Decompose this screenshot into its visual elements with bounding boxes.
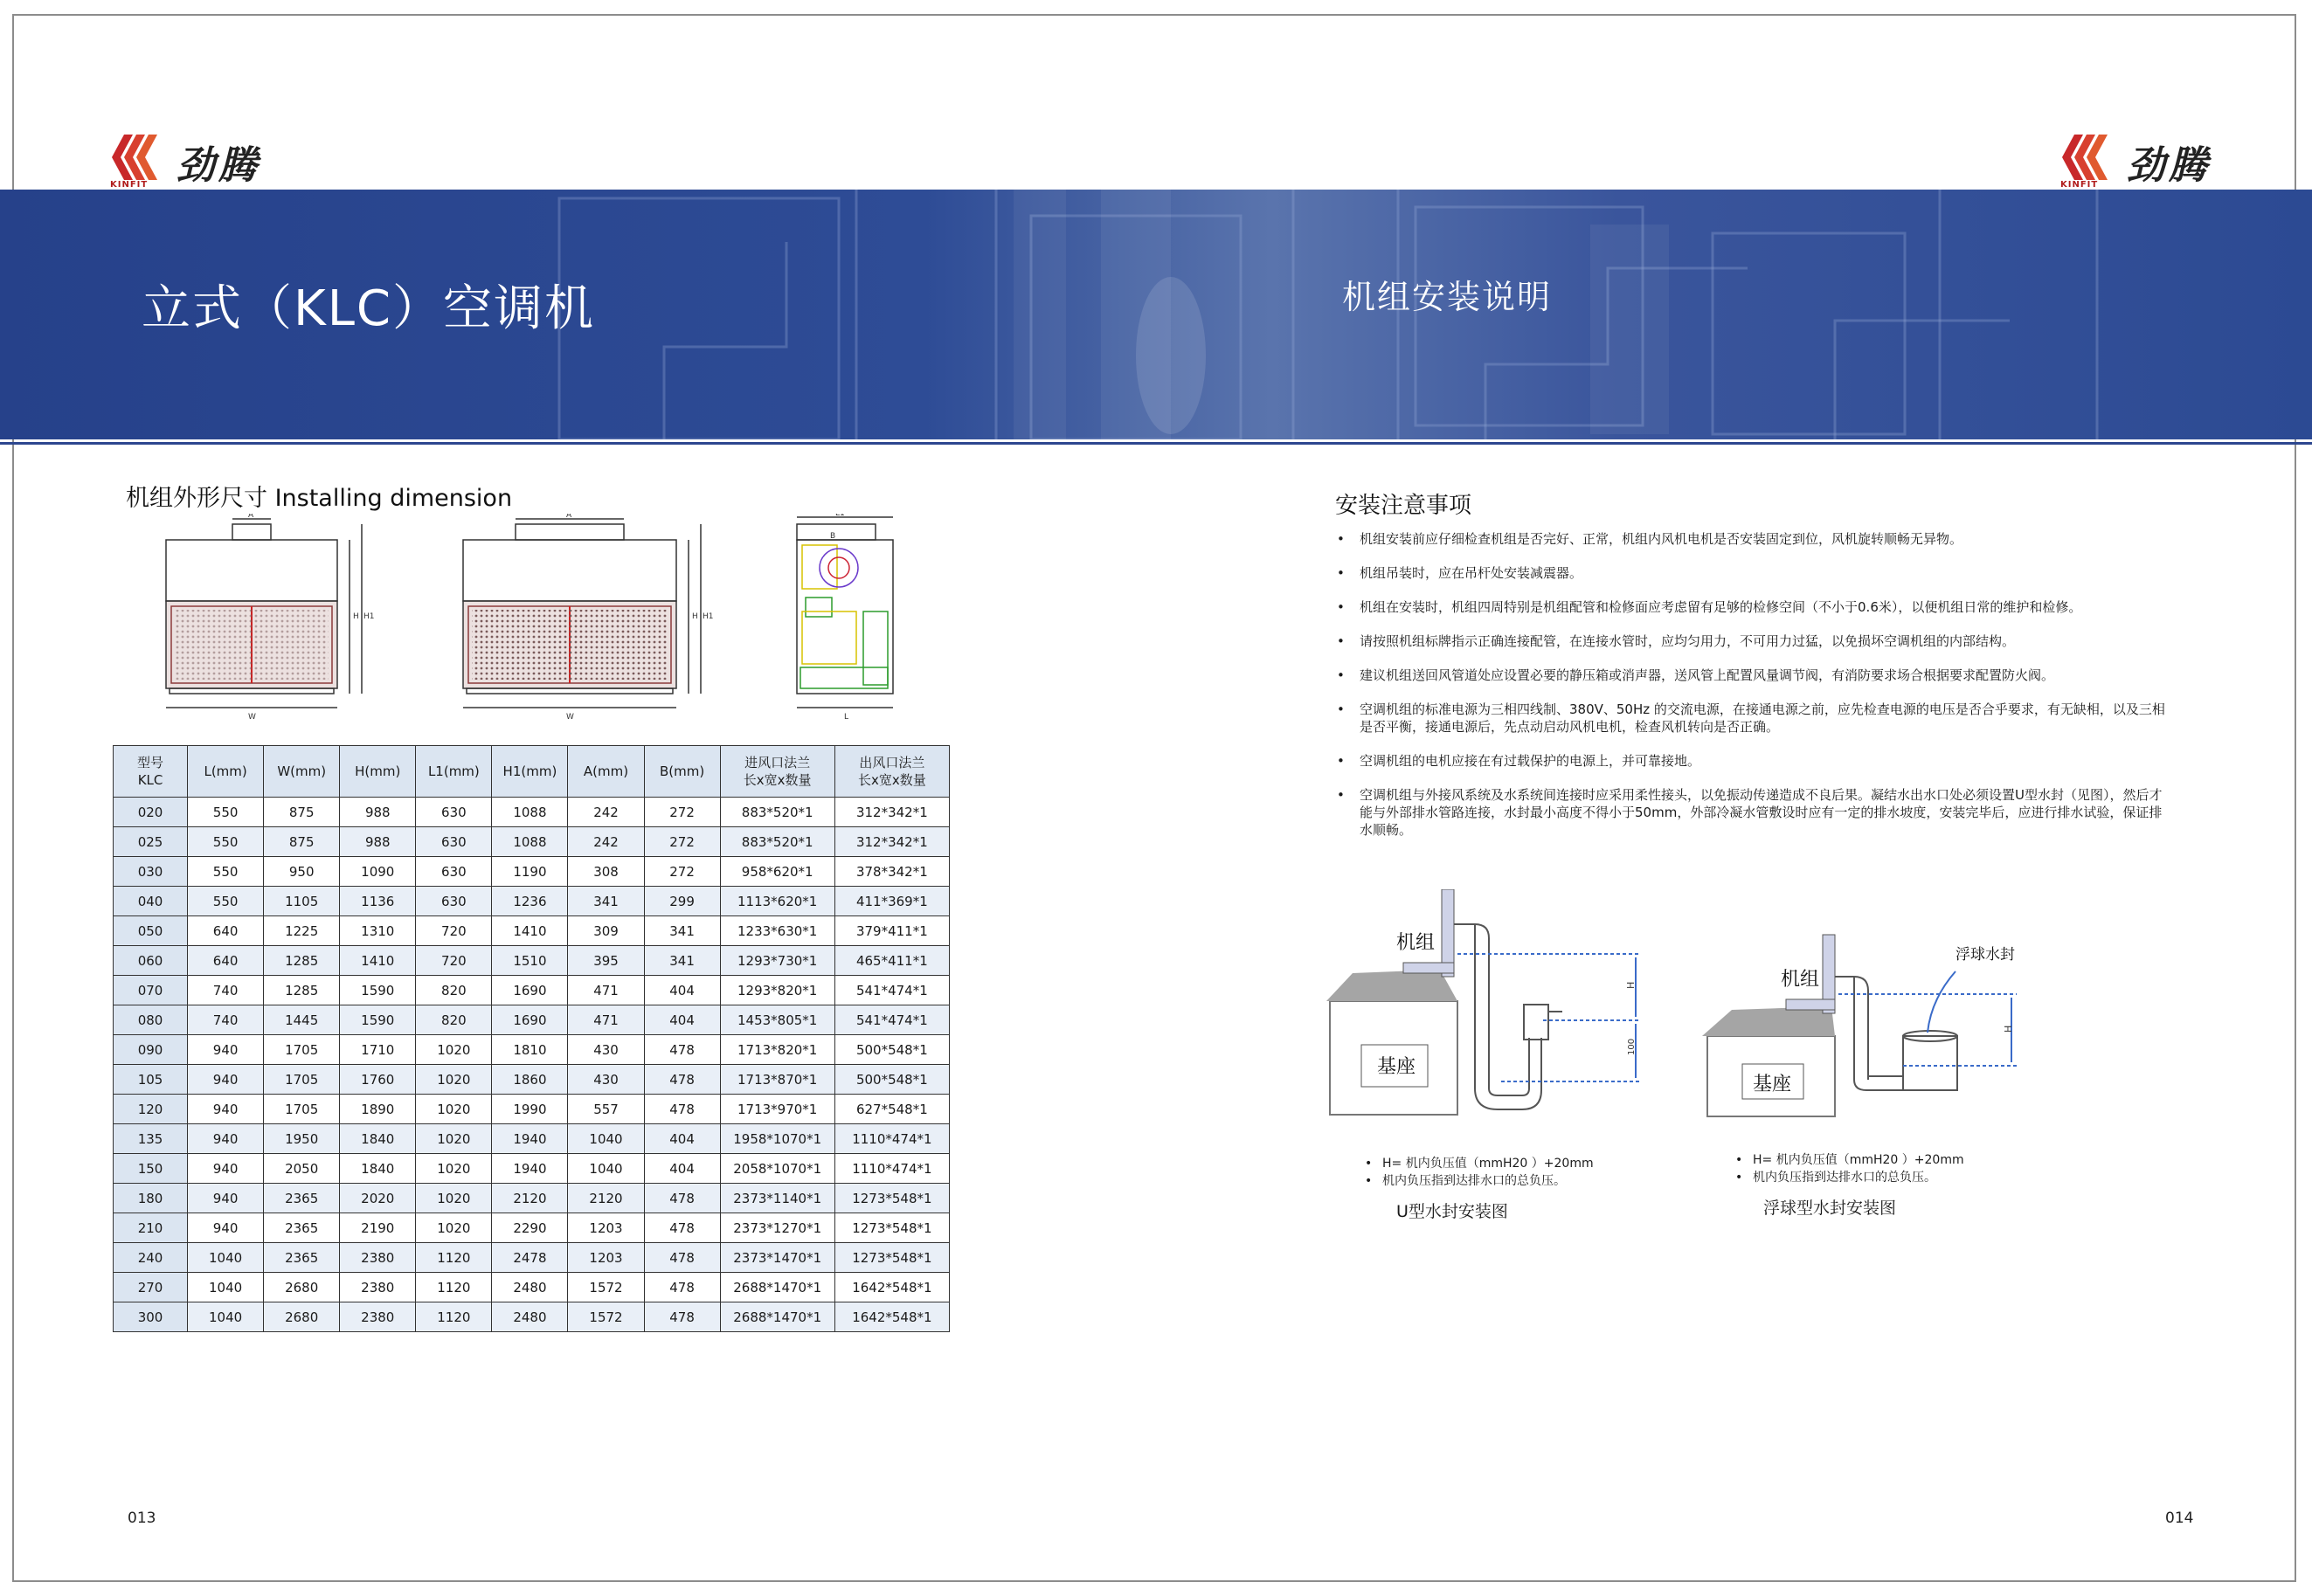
table-cell: 1642*548*1 bbox=[834, 1273, 949, 1302]
column-header: H(mm) bbox=[340, 746, 416, 798]
table-cell: 630 bbox=[416, 857, 492, 887]
brand-name: 劲腾 bbox=[177, 143, 260, 188]
note-item: • 请按照机组标牌指示正确连接配管，在连接水管时，应均匀用力，不可用力过猛，以免损坏空调机组的内部结构。 bbox=[1335, 632, 2174, 650]
table-cell: 404 bbox=[644, 1154, 720, 1184]
u-trap-title: U型水封安装图 bbox=[1396, 1202, 1508, 1221]
table-cell: 1590 bbox=[340, 1005, 416, 1035]
table-cell: 404 bbox=[644, 976, 720, 1005]
table-cell: 404 bbox=[644, 1005, 720, 1035]
table-cell: 1020 bbox=[416, 1035, 492, 1065]
note-item: • 空调机组的标准电源为三相四线制、380V、50Hz 的交流电源，在接通电源之前，应先检查电源的电压是否合乎要求，有无缺相，以及三相是否平衡，接通电源后，先点动启动风机电机，检查风机转向是否正确。 bbox=[1335, 701, 2174, 736]
table-cell: 341 bbox=[644, 946, 720, 976]
table-cell: 820 bbox=[416, 976, 492, 1005]
svg-text:A: A bbox=[248, 514, 254, 520]
table-cell: 430 bbox=[568, 1035, 644, 1065]
table-cell: 2480 bbox=[492, 1302, 568, 1332]
table-cell: 2380 bbox=[340, 1302, 416, 1332]
table-row bbox=[114, 1213, 950, 1243]
table-cell: 1285 bbox=[264, 976, 340, 1005]
table-cell: 1120 bbox=[416, 1302, 492, 1332]
table-row bbox=[114, 798, 950, 827]
table-cell: 720 bbox=[416, 916, 492, 946]
svg-text:浮球水封: 浮球水封 bbox=[1956, 946, 2015, 964]
table-cell: 1273*548*1 bbox=[834, 1184, 949, 1213]
column-header: L1(mm) bbox=[416, 746, 492, 798]
column-header: A(mm) bbox=[568, 746, 644, 798]
table-cell: 478 bbox=[644, 1095, 720, 1124]
table-cell: 135 bbox=[114, 1124, 188, 1154]
table-cell: 1203 bbox=[568, 1243, 644, 1273]
table-cell: 471 bbox=[568, 1005, 644, 1035]
table-cell: 2380 bbox=[340, 1243, 416, 1273]
notes-section-title: 安装注意事项 bbox=[1335, 493, 1472, 519]
svg-text:H: H bbox=[2003, 1025, 2014, 1033]
table-cell: 2373*1470*1 bbox=[720, 1243, 834, 1273]
table-cell: 1705 bbox=[264, 1065, 340, 1095]
table-cell: 1105 bbox=[264, 887, 340, 916]
table-cell: 1020 bbox=[416, 1184, 492, 1213]
table-cell: 1958*1070*1 bbox=[720, 1124, 834, 1154]
table-cell: 1860 bbox=[492, 1065, 568, 1095]
table-cell: 060 bbox=[114, 946, 188, 976]
svg-text:A: A bbox=[566, 514, 572, 520]
table-cell: 378*342*1 bbox=[834, 857, 949, 887]
table-cell: 1285 bbox=[264, 946, 340, 976]
table-row bbox=[114, 1302, 950, 1332]
u-trap-notes: • H= 机内负压值（mmH20 ）+20mm • 机内负压指到达排水口的总负压。 bbox=[1363, 1155, 1594, 1190]
table-cell: 1020 bbox=[416, 1124, 492, 1154]
table-cell: 1713*820*1 bbox=[720, 1035, 834, 1065]
table-cell: 240 bbox=[114, 1243, 188, 1273]
table-cell: 940 bbox=[188, 1184, 264, 1213]
table-cell: 1020 bbox=[416, 1095, 492, 1124]
table-cell: 478 bbox=[644, 1273, 720, 1302]
table-cell: 020 bbox=[114, 798, 188, 827]
table-cell: 940 bbox=[188, 1124, 264, 1154]
dimension-section-title: 机组外形尺寸 Installing dimension bbox=[126, 485, 513, 512]
column-header: W(mm) bbox=[264, 746, 340, 798]
installation-notes bbox=[1335, 530, 2174, 855]
table-cell: 2365 bbox=[264, 1243, 340, 1273]
table-cell: 1088 bbox=[492, 827, 568, 857]
page-title-left: 立式（KLC）空调机 bbox=[142, 280, 596, 337]
table-cell: 958*620*1 bbox=[720, 857, 834, 887]
table-cell: 1950 bbox=[264, 1124, 340, 1154]
kinfit-logo-icon bbox=[2062, 135, 2115, 189]
table-cell: 883*520*1 bbox=[720, 798, 834, 827]
table-cell: 1642*548*1 bbox=[834, 1302, 949, 1332]
table-cell: 478 bbox=[644, 1302, 720, 1332]
column-header: 进风口法兰 长x宽x数量 bbox=[720, 746, 834, 798]
table-cell: 2120 bbox=[568, 1184, 644, 1213]
table-cell: 1110*474*1 bbox=[834, 1154, 949, 1184]
svg-text:L: L bbox=[844, 713, 849, 722]
table-cell: 272 bbox=[644, 827, 720, 857]
table-row bbox=[114, 1124, 950, 1154]
table-cell: 150 bbox=[114, 1154, 188, 1184]
table-cell: 341 bbox=[644, 916, 720, 946]
table-cell: 2190 bbox=[340, 1213, 416, 1243]
table-cell: 025 bbox=[114, 827, 188, 857]
table-cell: 2688*1470*1 bbox=[720, 1273, 834, 1302]
table-cell: 940 bbox=[188, 1065, 264, 1095]
table-cell: 1572 bbox=[568, 1302, 644, 1332]
table-cell: 299 bbox=[644, 887, 720, 916]
table-cell: 105 bbox=[114, 1065, 188, 1095]
note-item: • 机组安装前应仔细检查机组是否完好、正常，机组内风机电机是否安装固定到位，风机旋转顺畅无异物。 bbox=[1335, 530, 2174, 548]
table-cell: 341 bbox=[568, 887, 644, 916]
table-row bbox=[114, 1065, 950, 1095]
table-cell: 1453*805*1 bbox=[720, 1005, 834, 1035]
table-cell: 1293*820*1 bbox=[720, 976, 834, 1005]
table-cell: 2058*1070*1 bbox=[720, 1154, 834, 1184]
table-cell: 940 bbox=[188, 1154, 264, 1184]
column-header: H1(mm) bbox=[492, 746, 568, 798]
table-cell: 312*342*1 bbox=[834, 798, 949, 827]
table-cell: 640 bbox=[188, 916, 264, 946]
table-cell: 820 bbox=[416, 1005, 492, 1035]
table-row bbox=[114, 1184, 950, 1213]
brand-sub: KINFIT bbox=[2060, 180, 2099, 190]
table-cell: 1690 bbox=[492, 976, 568, 1005]
table-cell: 1020 bbox=[416, 1065, 492, 1095]
table-row bbox=[114, 976, 950, 1005]
table-cell: 875 bbox=[264, 827, 340, 857]
svg-text:H: H bbox=[692, 612, 698, 621]
table-cell: 180 bbox=[114, 1184, 188, 1213]
note-item: • 空调机组的电机应接在有过载保护的电源上，并可靠接地。 bbox=[1335, 752, 2174, 770]
table-row bbox=[114, 1273, 950, 1302]
table-cell: 242 bbox=[568, 798, 644, 827]
table-cell: 1590 bbox=[340, 976, 416, 1005]
table-cell: 090 bbox=[114, 1035, 188, 1065]
table-cell: 1445 bbox=[264, 1005, 340, 1035]
table-cell: 950 bbox=[264, 857, 340, 887]
table-cell: 1136 bbox=[340, 887, 416, 916]
table-cell: 1410 bbox=[340, 946, 416, 976]
svg-text:H1: H1 bbox=[703, 612, 714, 621]
table-cell: 1090 bbox=[340, 857, 416, 887]
table-cell: 1088 bbox=[492, 798, 568, 827]
note-item: • 建议机组送回风管道处应设置必要的静压箱或消声器，送风管上配置风量调节阀，有消防要求场合根据要求配置防火阀。 bbox=[1335, 667, 2174, 684]
table-cell: 988 bbox=[340, 798, 416, 827]
table-cell: 2478 bbox=[492, 1243, 568, 1273]
svg-text:W: W bbox=[566, 713, 574, 722]
svg-text:B: B bbox=[830, 532, 836, 541]
table-cell: 478 bbox=[644, 1243, 720, 1273]
table-cell: 1572 bbox=[568, 1273, 644, 1302]
table-cell: 1810 bbox=[492, 1035, 568, 1065]
table-cell: 2480 bbox=[492, 1273, 568, 1302]
table-cell: 720 bbox=[416, 946, 492, 976]
dimension-drawings bbox=[149, 514, 917, 723]
table-cell: 883*520*1 bbox=[720, 827, 834, 857]
table-cell: 478 bbox=[644, 1213, 720, 1243]
kinfit-logo-icon bbox=[112, 135, 164, 189]
table-cell: 2373*1270*1 bbox=[720, 1213, 834, 1243]
table-cell: 740 bbox=[188, 976, 264, 1005]
table-cell: 309 bbox=[568, 916, 644, 946]
table-row bbox=[114, 857, 950, 887]
brand-name: 劲腾 bbox=[2127, 143, 2211, 188]
table-cell: 1236 bbox=[492, 887, 568, 916]
svg-text:W: W bbox=[248, 713, 256, 722]
table-cell: 1110*474*1 bbox=[834, 1124, 949, 1154]
table-cell: 272 bbox=[644, 798, 720, 827]
table-cell: 2680 bbox=[264, 1302, 340, 1332]
table-row bbox=[114, 827, 950, 857]
table-cell: 1710 bbox=[340, 1035, 416, 1065]
page-title-right: 机组安装说明 bbox=[1342, 278, 1553, 316]
table-cell: 1990 bbox=[492, 1095, 568, 1124]
svg-text:H: H bbox=[353, 612, 359, 621]
table-cell: 1840 bbox=[340, 1154, 416, 1184]
table-cell: 640 bbox=[188, 946, 264, 976]
table-cell: 1040 bbox=[568, 1154, 644, 1184]
table-cell: 040 bbox=[114, 887, 188, 916]
table-cell: 210 bbox=[114, 1213, 188, 1243]
table-cell: 988 bbox=[340, 827, 416, 857]
table-cell: 1705 bbox=[264, 1095, 340, 1124]
table-cell: 550 bbox=[188, 827, 264, 857]
table-cell: 2680 bbox=[264, 1273, 340, 1302]
table-cell: 1940 bbox=[492, 1154, 568, 1184]
table-cell: 070 bbox=[114, 976, 188, 1005]
table-cell: 471 bbox=[568, 976, 644, 1005]
table-cell: 1225 bbox=[264, 916, 340, 946]
table-cell: 404 bbox=[644, 1124, 720, 1154]
table-cell: 1760 bbox=[340, 1065, 416, 1095]
table-cell: 627*548*1 bbox=[834, 1095, 949, 1124]
note-item: • 机组吊装时，应在吊杆处安装减震器。 bbox=[1335, 564, 2174, 582]
svg-text:H1: H1 bbox=[363, 612, 375, 621]
float-trap-notes: • H= 机内负压值（mmH20 ）+20mm • 机内负压指到达排水口的总负压。 bbox=[1734, 1151, 1964, 1186]
page-number-left: 013 bbox=[128, 1510, 156, 1527]
table-cell: 1510 bbox=[492, 946, 568, 976]
table-cell: 630 bbox=[416, 798, 492, 827]
column-header: 型号 KLC bbox=[114, 746, 188, 798]
table-cell: 050 bbox=[114, 916, 188, 946]
table-cell: 1273*548*1 bbox=[834, 1243, 949, 1273]
table-cell: 500*548*1 bbox=[834, 1035, 949, 1065]
svg-text:基座: 基座 bbox=[1753, 1074, 1792, 1095]
note-item: • 空调机组与外接风系统及水系统间连接时应采用柔性接头，以免振动传递造成不良后果。凝结水出水口处必须设置U型水封（见图），然后才能与外部排水管路连接，水封最小高度不得小于50mm，外部冷凝水管敷设时应有一定的排水坡度，安装完毕后，应进行排水试验，保证排水顺畅。 bbox=[1335, 786, 2174, 839]
table-cell: 2020 bbox=[340, 1184, 416, 1213]
brand-logo-left bbox=[112, 131, 260, 192]
table-cell: 272 bbox=[644, 857, 720, 887]
table-cell: 411*369*1 bbox=[834, 887, 949, 916]
svg-text:机组: 机组 bbox=[1781, 969, 1820, 991]
table-cell: 1120 bbox=[416, 1243, 492, 1273]
table-cell: 1690 bbox=[492, 1005, 568, 1035]
table-row bbox=[114, 1035, 950, 1065]
table-cell: 940 bbox=[188, 1035, 264, 1065]
table-cell: 940 bbox=[188, 1213, 264, 1243]
table-cell: 1040 bbox=[188, 1302, 264, 1332]
table-cell: 557 bbox=[568, 1095, 644, 1124]
table-cell: 1310 bbox=[340, 916, 416, 946]
brand-sub: KINFIT bbox=[110, 180, 149, 190]
table-cell: 1020 bbox=[416, 1213, 492, 1243]
table-cell: 1190 bbox=[492, 857, 568, 887]
table-cell: 379*411*1 bbox=[834, 916, 949, 946]
table-cell: 2365 bbox=[264, 1213, 340, 1243]
u-trap-diagram bbox=[1326, 889, 1693, 1125]
note-item: • 机组在安装时，机组四周特别是机组配管和检修面应考虑留有足够的检修空间（不小于0.6米），以便机组日常的维护和检修。 bbox=[1335, 598, 2174, 616]
column-header: L(mm) bbox=[188, 746, 264, 798]
table-cell: 630 bbox=[416, 827, 492, 857]
table-cell: 030 bbox=[114, 857, 188, 887]
table-row bbox=[114, 1154, 950, 1184]
table-cell: 478 bbox=[644, 1065, 720, 1095]
banner-underline bbox=[0, 442, 2312, 445]
table-row bbox=[114, 1005, 950, 1035]
table-cell: 242 bbox=[568, 827, 644, 857]
table-header-row bbox=[114, 746, 950, 798]
table-cell: 1233*630*1 bbox=[720, 916, 834, 946]
float-trap-title: 浮球型水封安装图 bbox=[1763, 1199, 1897, 1218]
table-cell: 2290 bbox=[492, 1213, 568, 1243]
table-cell: 1040 bbox=[188, 1243, 264, 1273]
table-cell: 541*474*1 bbox=[834, 976, 949, 1005]
table-cell: 875 bbox=[264, 798, 340, 827]
table-cell: 312*342*1 bbox=[834, 827, 949, 857]
table-cell: 465*411*1 bbox=[834, 946, 949, 976]
table-cell: 1020 bbox=[416, 1154, 492, 1184]
table-cell: 2050 bbox=[264, 1154, 340, 1184]
table-cell: 300 bbox=[114, 1302, 188, 1332]
table-cell: 630 bbox=[416, 887, 492, 916]
table-row bbox=[114, 887, 950, 916]
table-cell: 1040 bbox=[568, 1124, 644, 1154]
table-cell: 740 bbox=[188, 1005, 264, 1035]
table-cell: 1120 bbox=[416, 1273, 492, 1302]
table-cell: 550 bbox=[188, 887, 264, 916]
table-cell: 270 bbox=[114, 1273, 188, 1302]
table-cell: 308 bbox=[568, 857, 644, 887]
table-cell: 2365 bbox=[264, 1184, 340, 1213]
page-number-right: 014 bbox=[2165, 1510, 2194, 1527]
table-cell: 120 bbox=[114, 1095, 188, 1124]
svg-text:100: 100 bbox=[1627, 1038, 1637, 1055]
table-cell: 080 bbox=[114, 1005, 188, 1035]
table-cell: 1040 bbox=[188, 1273, 264, 1302]
table-row bbox=[114, 946, 950, 976]
table-cell: 500*548*1 bbox=[834, 1065, 949, 1095]
table-cell: 1713*970*1 bbox=[720, 1095, 834, 1124]
table-cell: 1113*620*1 bbox=[720, 887, 834, 916]
table-cell: 478 bbox=[644, 1184, 720, 1213]
brand-logo-right bbox=[2062, 131, 2211, 192]
header-banner bbox=[0, 190, 2312, 439]
table-cell: 550 bbox=[188, 798, 264, 827]
table-row bbox=[114, 1243, 950, 1273]
table-cell: 430 bbox=[568, 1065, 644, 1095]
dimension-table bbox=[113, 745, 950, 1332]
table-cell: 1890 bbox=[340, 1095, 416, 1124]
table-cell: 478 bbox=[644, 1035, 720, 1065]
column-header: 出风口法兰 长x宽x数量 bbox=[834, 746, 949, 798]
float-trap-diagram bbox=[1702, 929, 2043, 1122]
svg-text:机组: 机组 bbox=[1396, 932, 1436, 954]
table-cell: 1713*870*1 bbox=[720, 1065, 834, 1095]
table-cell: 550 bbox=[188, 857, 264, 887]
svg-text:L1: L1 bbox=[835, 514, 845, 518]
table-cell: 1293*730*1 bbox=[720, 946, 834, 976]
table-cell: 1840 bbox=[340, 1124, 416, 1154]
table-cell: 2688*1470*1 bbox=[720, 1302, 834, 1332]
table-cell: 1273*548*1 bbox=[834, 1213, 949, 1243]
table-row bbox=[114, 916, 950, 946]
table-cell: 940 bbox=[188, 1095, 264, 1124]
table-cell: 1705 bbox=[264, 1035, 340, 1065]
table-cell: 1203 bbox=[568, 1213, 644, 1243]
table-cell: 2380 bbox=[340, 1273, 416, 1302]
column-header: B(mm) bbox=[644, 746, 720, 798]
svg-text:H: H bbox=[1625, 981, 1637, 989]
table-cell: 2120 bbox=[492, 1184, 568, 1213]
svg-text:基座: 基座 bbox=[1377, 1056, 1416, 1078]
table-row bbox=[114, 1095, 950, 1124]
table-cell: 395 bbox=[568, 946, 644, 976]
table-cell: 1410 bbox=[492, 916, 568, 946]
table-cell: 2373*1140*1 bbox=[720, 1184, 834, 1213]
table-cell: 541*474*1 bbox=[834, 1005, 949, 1035]
table-cell: 1940 bbox=[492, 1124, 568, 1154]
